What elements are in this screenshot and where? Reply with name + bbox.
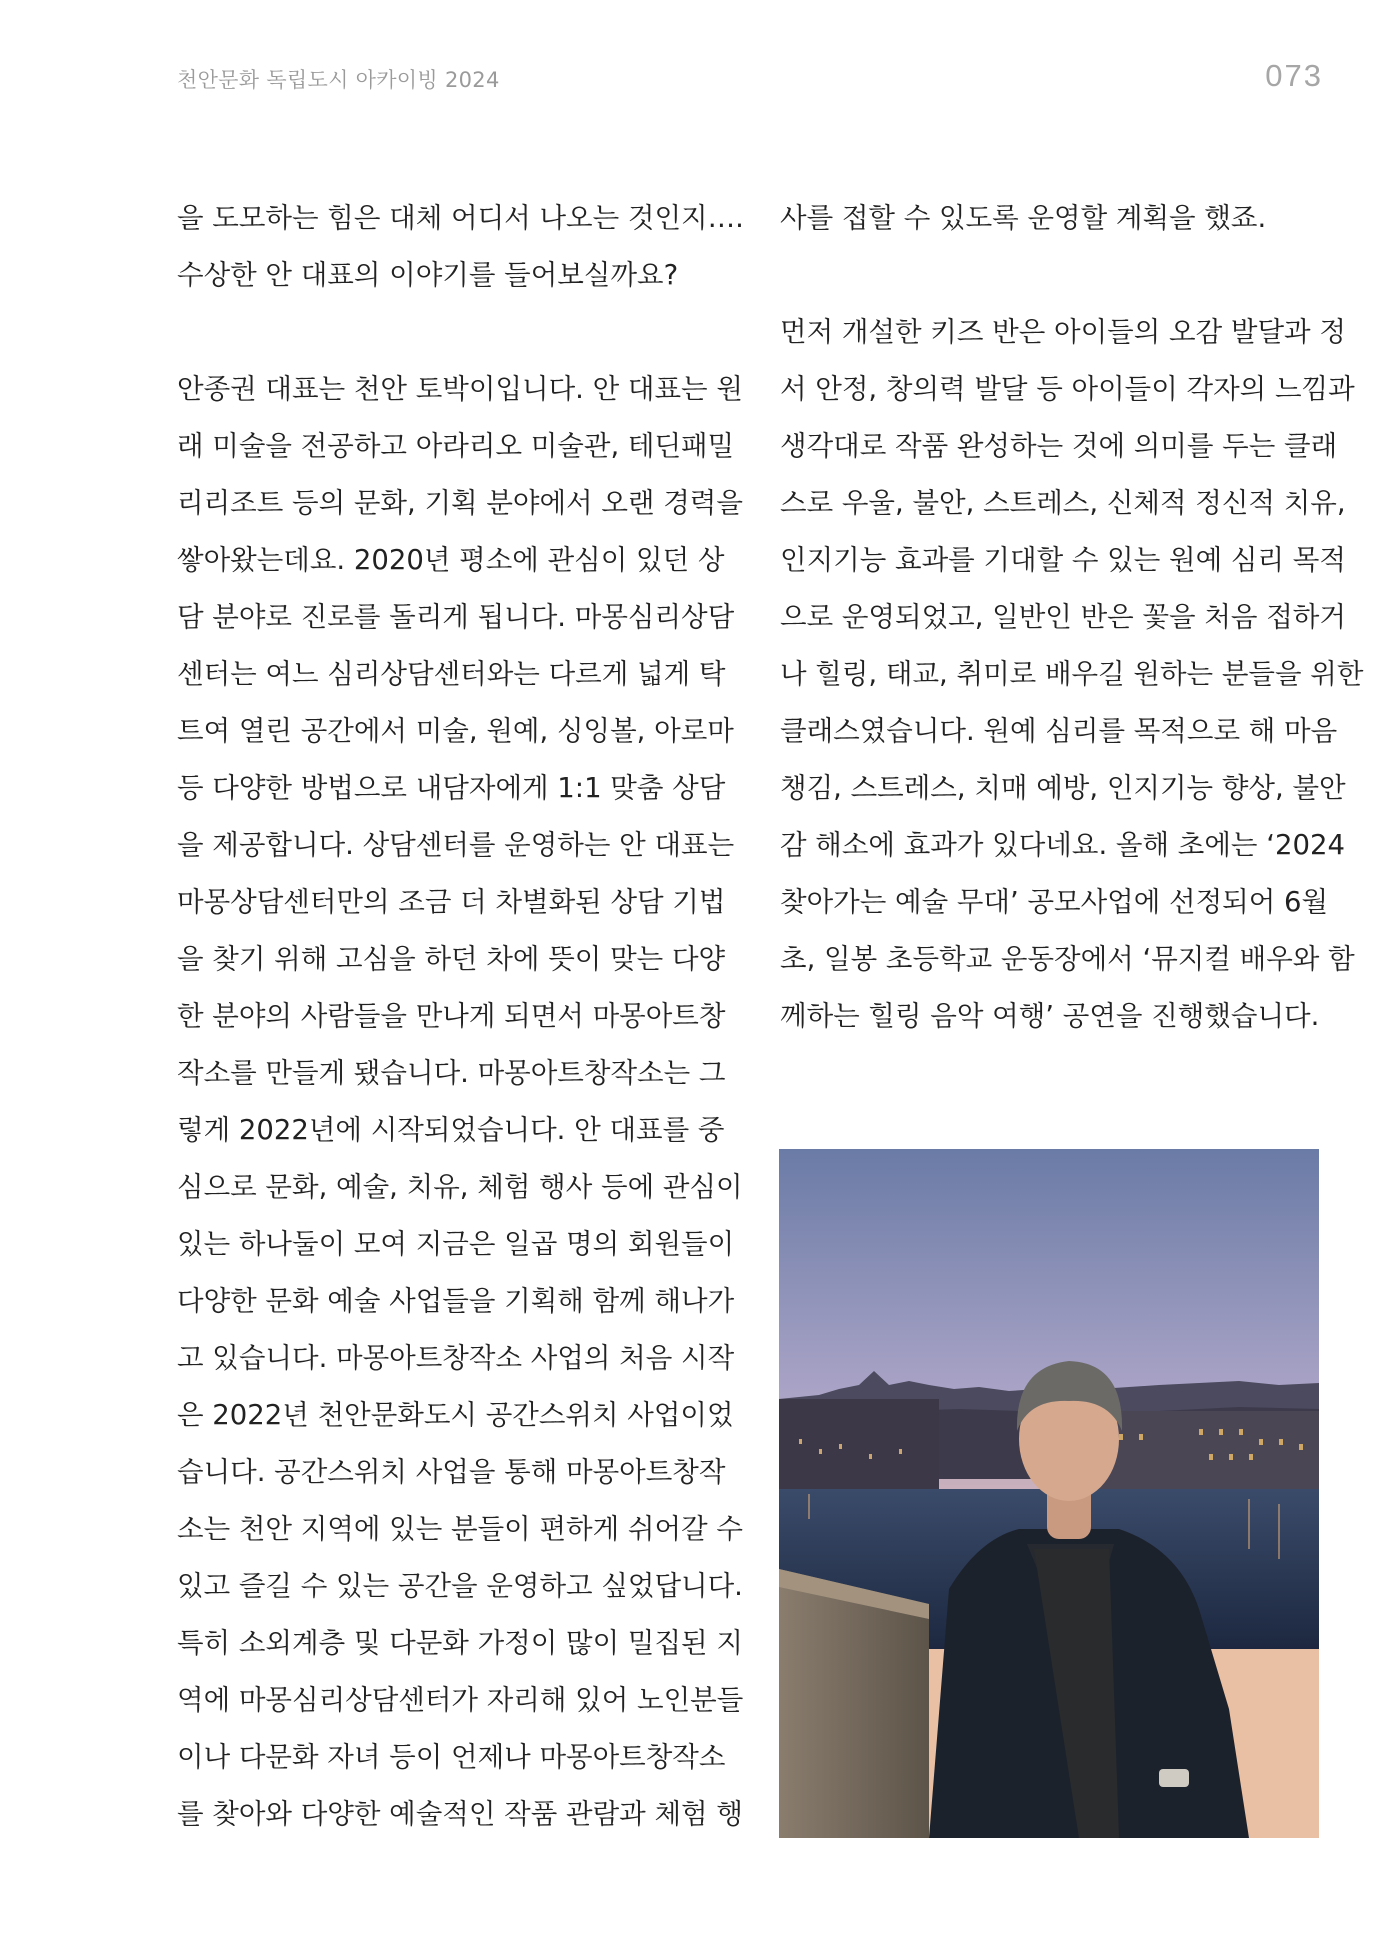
body-text-line: 담 분야로 진로를 돌리게 됩니다. 마몽심리상담 [177,601,735,633]
body-text-line: 챙김, 스트레스, 치매 예방, 인지기능 향상, 불안 [780,772,1346,804]
right-column [780,190,1364,1045]
right-paragraph-2 [780,304,1364,1045]
body-text-line: 사를 접할 수 있도록 운영할 계획을 했죠. [780,202,1267,234]
body-text-line: 을 찾기 위해 고심을 하던 차에 뜻이 맞는 다양 [177,943,726,975]
body-text-line: 스로 우울, 불안, 스트레스, 신체적 정신적 치유, [780,487,1346,519]
body-text-line: 나 힐링, 태교, 취미로 배우길 원하는 분들을 위한 [780,658,1364,690]
body-text-line: 등 다양한 방법으로 내담자에게 1:1 맞춤 상담 [177,772,726,804]
body-text-line: 을 도모하는 힘은 대체 어디서 나오는 것인지…. [177,202,744,234]
body-text-line: 찾아가는 예술 무대’ 공모사업에 선정되어 6월 [780,886,1329,918]
running-header: 천안문화 독립도시 아카이빙 2024 [177,68,500,92]
body-text-line: 수상한 안 대표의 이야기를 들어보실까요? [177,259,679,291]
body-text-line: 안종권 대표는 천안 토박이입니다. 안 대표는 원 [177,373,743,405]
body-text-line: 께하는 힐링 음악 여행’ 공연을 진행했습니다. [780,1000,1320,1032]
body-text-line: 래 미술을 전공하고 아라리오 미술관, 테딘패밀 [177,430,735,462]
body-text-line: 서 안정, 창의력 발달 등 아이들이 각자의 느낌과 [780,373,1355,405]
body-text-line: 를 찾아와 다양한 예술적인 작품 관람과 체험 행 [177,1798,743,1830]
body-text-line: 고 있습니다. 마몽아트창작소 사업의 처음 시작 [177,1342,735,1374]
body-text-line: 은 2022년 천안문화도시 공간스위치 사업이었 [177,1399,734,1431]
right-paragraph-1 [780,190,1320,247]
body-text-line: 먼저 개설한 키즈 반은 아이들의 오감 발달과 정 [780,316,1346,348]
body-text-line: 감 해소에 효과가 있다네요. 올해 초에는 ‘2024 [780,829,1345,861]
body-text-line: 쌓아왔는데요. 2020년 평소에 관심이 있던 상 [177,544,725,576]
body-text-line: 역에 마몽심리상담센터가 자리해 있어 노인분들 [177,1684,744,1716]
portrait-photo-illustration [779,1149,1319,1838]
body-text-line: 이나 다문화 자녀 등이 언제나 마몽아트창작소 [177,1741,726,1773]
page-number: 073 [1265,58,1323,93]
body-text-line: 특히 소외계층 및 다문화 가정이 많이 밀집된 지 [177,1627,743,1659]
body-text-line: 작소를 만들게 됐습니다. 마몽아트창작소는 그 [177,1057,726,1089]
body-text-line: 렇게 2022년에 시작되었습니다. 안 대표를 중 [177,1114,725,1146]
body-text-line: 생각대로 작품 완성하는 것에 의미를 두는 클래 [780,430,1338,462]
body-text-line: 센터는 여느 심리상담센터와는 다르게 넓게 탁 [177,658,726,690]
body-text-line: 으로 운영되었고, 일반인 반은 꽃을 처음 접하거 [780,601,1346,633]
body-text-line: 을 제공합니다. 상담센터를 운영하는 안 대표는 [177,829,735,861]
body-text-line: 다양한 문화 예술 사업들을 기획해 함께 해나가 [177,1285,735,1317]
body-text-line: 초, 일봉 초등학교 운동장에서 ‘뮤지컬 배우와 함 [780,943,1355,975]
left-paragraph-2 [177,361,744,1843]
body-text-line: 리리조트 등의 문화, 기획 분야에서 오랜 경력을 [177,487,743,519]
body-text-line: 인지기능 효과를 기대할 수 있는 원예 심리 목적 [780,544,1346,576]
body-text-line: 한 분야의 사람들을 만나게 되면서 마몽아트창 [177,1000,726,1032]
body-text-line: 마몽상담센터만의 조금 더 차별화된 상담 기법 [177,886,726,918]
body-text-line: 소는 천안 지역에 있는 분들이 편하게 쉬어갈 수 [177,1513,743,1545]
body-text-line: 트여 열린 공간에서 미술, 원예, 싱잉볼, 아로마 [177,715,734,747]
body-text-line: 클래스였습니다. 원예 심리를 목적으로 해 마음 [780,715,1338,747]
left-column [177,190,744,1843]
body-text-line: 심으로 문화, 예술, 치유, 체험 행사 등에 관심이 [177,1171,743,1203]
left-paragraph-1 [177,190,744,304]
body-text-line: 습니다. 공간스위치 사업을 통해 마몽아트창작 [177,1456,726,1488]
body-text-line: 있고 즐길 수 있는 공간을 운영하고 싶었답니다. [177,1570,743,1602]
body-text-line: 있는 하나둘이 모여 지금은 일곱 명의 회원들이 [177,1228,735,1260]
portrait-photo [779,1149,1319,1838]
